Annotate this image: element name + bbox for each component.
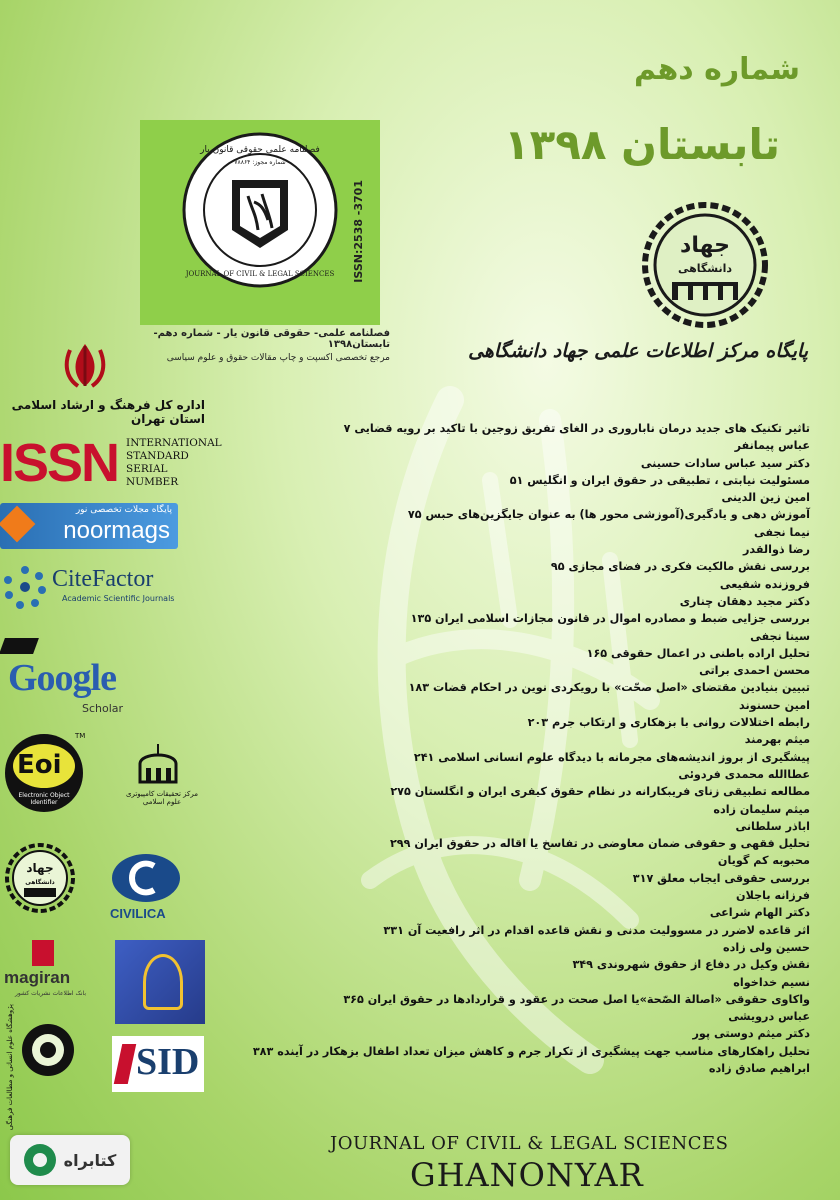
issn-vertical: ISSN:2538 -3701 [352,180,365,283]
toc-line: نیما نجفی [754,525,810,539]
eoi-logo [5,732,86,812]
toc-line: فروزنده شفیعی [719,577,810,591]
issn-line: SERIAL [126,463,168,475]
toc-line: امین حسنوند [739,698,810,712]
noormags-wordmark: noormags [63,517,170,544]
ketabrah-label: کتابراه [63,1150,117,1170]
toc-line: تحلیل راهکارهای مناسب جهت پیشگیری از تکرار جرم و کاهش میزان تعداد اطفال بزهکار در آینده ۳۸۳ [252,1044,810,1058]
seal-text-license: شماره مجوز: ۷۸۸۶۴ [234,159,286,166]
toc-line: مسئولیت نیابتی ، تطبیقی در حقوق ایران و انگلیس ۵۱ [509,473,810,487]
toc-line: نقش وکیل در دفاع از حقوق شهروندی ۳۴۹ [572,958,810,972]
jihad-logo-top: جهاد [680,233,730,258]
toc-line: محسن احمدی براتی [699,664,810,678]
citefactor-dots-icon [0,562,50,612]
toc-line: بررسی حقوقی ایجاب معلق ۳۱۷ [632,871,810,885]
eoi-wordmark: Eoi [17,750,62,780]
toc-line: دکتر سید عباس سادات حسینی [640,456,810,470]
toc-line: رضا ذوالقدر [742,543,810,557]
eoi-tm: TM [75,732,86,740]
issue-season: تابستان ۱۳۹۸ [504,120,780,169]
islamic-research-center-logo [126,742,198,806]
toc-line: آموزش دهی و یادگیری(آموزشی محور ها) به عنوان جایگزین‌های حبس ۷۵ [407,508,810,522]
humanities-institute-emblem-icon [20,1022,76,1078]
toc-line: اثر قاعده لاضرر در مسوولیت مدنی و نقش قاعده اقدام در اثر رافعیت آن ۳۳۱ [383,923,810,937]
footer-brand: GHANONYAR [410,1156,644,1194]
toc-line: تحلیل فقهی و حقوقی ضمان معاوضی در تفاسخ یا اقاله در حقوق ایران ۲۹۹ [389,837,810,851]
magiran-book-icon [32,940,54,966]
ketabrah-icon [24,1144,56,1176]
toc-line: رابطه اختلالات روانی با بزهکاری و ارتکاب جرم ۲۰۳ [527,716,810,730]
cover-caption [140,328,390,363]
toc-line: فرزانه باجلان [736,889,810,903]
seal-text-bottom: JOURNAL OF CIVIL & LEGAL SCIENCES [185,270,335,278]
jihad-daneshgahi-logo [640,200,770,330]
toc-line: اباذر سلطانی [735,819,810,833]
citefactor-sub: Academic Scientific Journals [62,594,175,603]
issue-number: شماره دهم [633,52,800,87]
toc-line: تحلیل اراده باطنی در اعمال حقوقی ۱۶۵ [586,646,810,660]
noormags-emblem-icon [0,506,35,543]
toc-line: امین زین الدینی [721,491,810,505]
toc-line: عباس درویشی [728,1010,810,1024]
toc-line: واکاوی حقوقی «اصالة الصّحة»یا اصل صحت در عقود و قراردادها در حقوق ایران ۳۶۵ [343,992,810,1006]
magiran-sub: بانک اطلاعات نشریات کشور [14,990,86,997]
toc-line: عباس پیمانفر [734,439,810,453]
toc-line: سینا نجفی [750,629,810,643]
magiran-wordmark: magiran [4,968,71,987]
journal-seal-logo [180,130,340,290]
humanities-institute-text: پژوهشگاه علوم انسانی و مطالعات فرهنگی [6,1004,14,1131]
toc-line: تبیین بنیادین مقتضای «اصل صحّت» با رویکردی نوین در احکام قضات ۱۸۳ [408,681,810,695]
issn-line: INTERNATIONAL [126,437,222,449]
jihad-small-logo [4,842,76,914]
issn-line: NUMBER [126,476,179,488]
sid-wordmark: SID [136,1041,200,1083]
toc-line: بررسی نقش مالکیت فکری در فضای مجازی ۹۵ [550,560,810,574]
toc-line: دکتر مجید دهقان چناری [679,594,810,608]
civilica-logo [110,852,182,921]
noormags-caption: پایگاه مجلات تخصصی نور [75,505,172,515]
toc-line: میثم سلیمان زاده [713,802,810,816]
toc-line: میثم بهرمند [744,733,810,747]
scholar-label: Scholar [82,702,124,715]
issn-logo-big: ISSN [0,433,119,493]
caption-line-1: فصلنامه علمی- حقوقی قانون یار - شماره دهم- تابستان۱۳۹۸ [153,328,390,350]
islamic-center-text: مرکز تحقیقات کامپیوتری علوم اسلامی [126,790,198,806]
toc-line: بررسی جزایی ضبط و مصادره اموال در قانون مجازات اسلامی ایران ۱۳۵ [410,612,810,626]
caption-line-2: مرجع تخصصی اکسپت و چاپ مقالات حقوق و علوم سیاسی [166,353,390,363]
jihad-small-bottom: دانشگاهی [25,879,55,886]
eoi-sub: Electronic Object Identifier [18,792,70,806]
civilica-c-icon [110,852,182,904]
issn-line: STANDARD [126,450,189,462]
citefactor-wordmark: CiteFactor [52,566,154,592]
iran-emblem-icon [60,340,110,392]
mosque-dome-icon [132,742,184,788]
toc-line: تاثیر تکنیک های جدید درمان ناباروری در الغای تفریق زوجین با تاکید بر رویه قضایی ۷ [343,422,810,435]
toc-line: عطاالله محمدی فردوئی [678,767,810,781]
seal-text-top: فصلنامه علمی حقوقی قانون یار [200,145,320,155]
footer-journal-title: JOURNAL OF CIVIL & LEGAL SCIENCES [330,1133,729,1154]
sid-publisher-label: پایگاه مرکز اطلاعات علمی جهاد دانشگاهی [468,340,808,362]
toc-line: نسیم خداخواه [733,975,810,989]
research-institute-logo [115,940,205,1024]
toc-line: ابراهیم صادق زاده [708,1061,810,1075]
sid-logo [112,1036,204,1092]
toc-line: پیشگیری از بروز اندیشه‌های مجرمانه با دیدگاه علوم انسانی اسلامی ۲۴۱ [413,750,810,764]
table-of-contents [250,420,810,1077]
toc-line: محبوبه کم گویان [717,854,810,868]
graduation-cap-icon [0,638,39,654]
ershad-office-text: اداره کل فرهنگ و ارشاد اسلامی استان تهران [11,398,205,426]
toc-line: مطالعه تطبیقی زنای فریبکارانه در نظام حقوق کیفری ایران و انگلستان ۲۷۵ [390,785,810,799]
ketabrah-badge[interactable] [10,1135,130,1185]
issn-logo [0,432,222,494]
civilica-wordmark: CIVILICA [110,906,166,921]
toc-line: دکتر الهام شراعی [709,906,810,920]
noormags-logo [0,503,178,549]
jihad-small-top: جهاد [26,861,54,875]
jihad-logo-bottom: دانشگاهی [677,262,733,275]
google-wordmark: Google [8,657,116,699]
toc-line: دکتر میثم دوستی پور [692,1027,810,1041]
toc-line: حسین ولی زاده [723,940,810,954]
